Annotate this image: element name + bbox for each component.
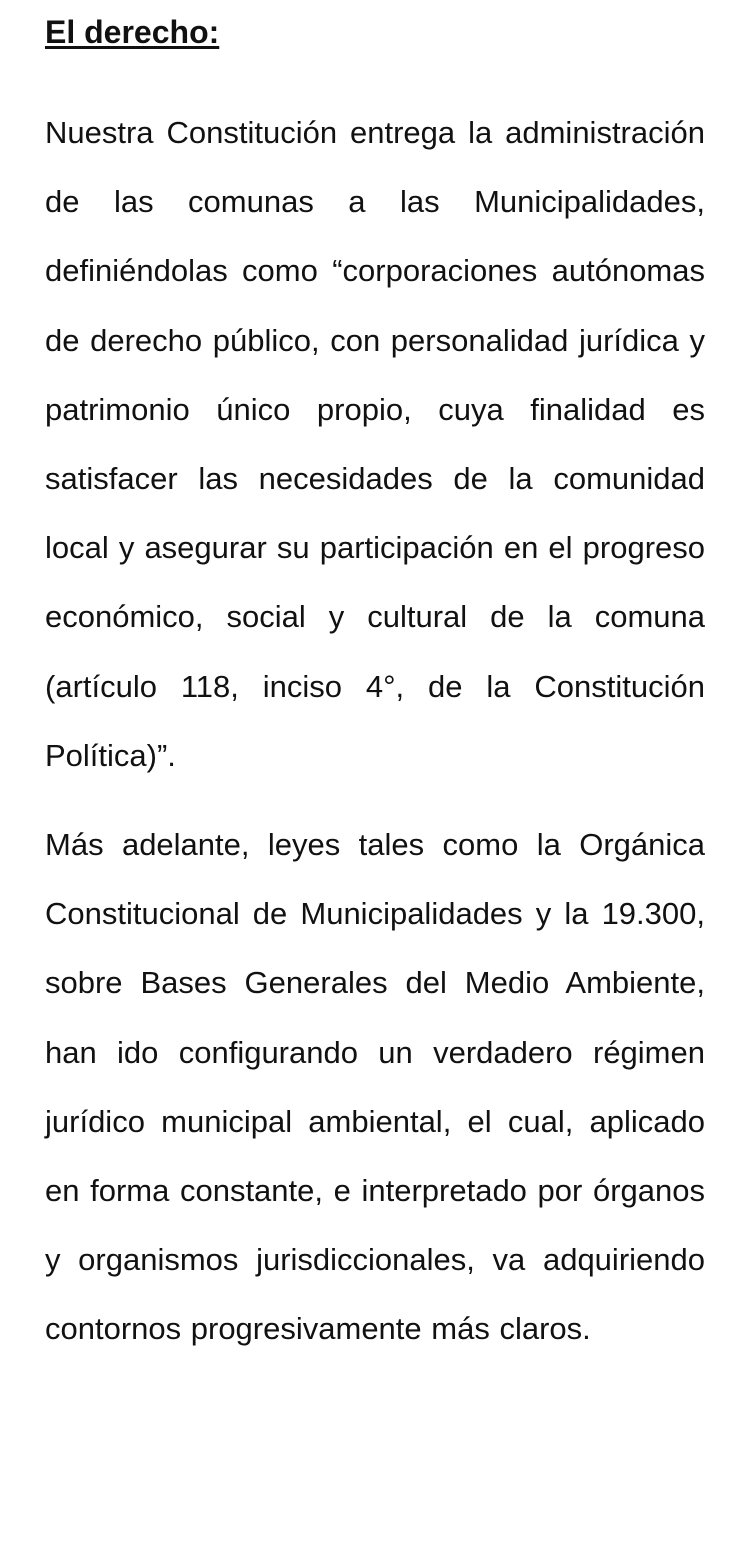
section-heading: El derecho:: [45, 14, 220, 50]
paragraph-constitution: Nuestra Constitución entrega la administración de las comunas a las Municipalidades, definiéndolas como “corporaciones autónomas de derecho público, con personalidad jurídica y patrimonio único propio, cuya finalidad es satisfacer las necesidades de la comunidad local y asegurar su participación en el progreso económico, social y cultural de la comuna (artículo 118, inciso 4°, de la Constitución Política)”.: [45, 115, 705, 773]
paragraph-laws: Más adelante, leyes tales como la Orgánica Constitucional de Municipalidades y la 19.300, sobre Bases Generales del Medio Ambiente, han ido configurando un verdadero régimen jurídico municipal ambiental, el cual, aplicado en forma constante, e interpretado por órganos y organismos jurisdiccionales, va adquiriendo contornos progresivamente más claros.: [45, 827, 705, 1347]
document-page: [45, 0, 705, 1364]
